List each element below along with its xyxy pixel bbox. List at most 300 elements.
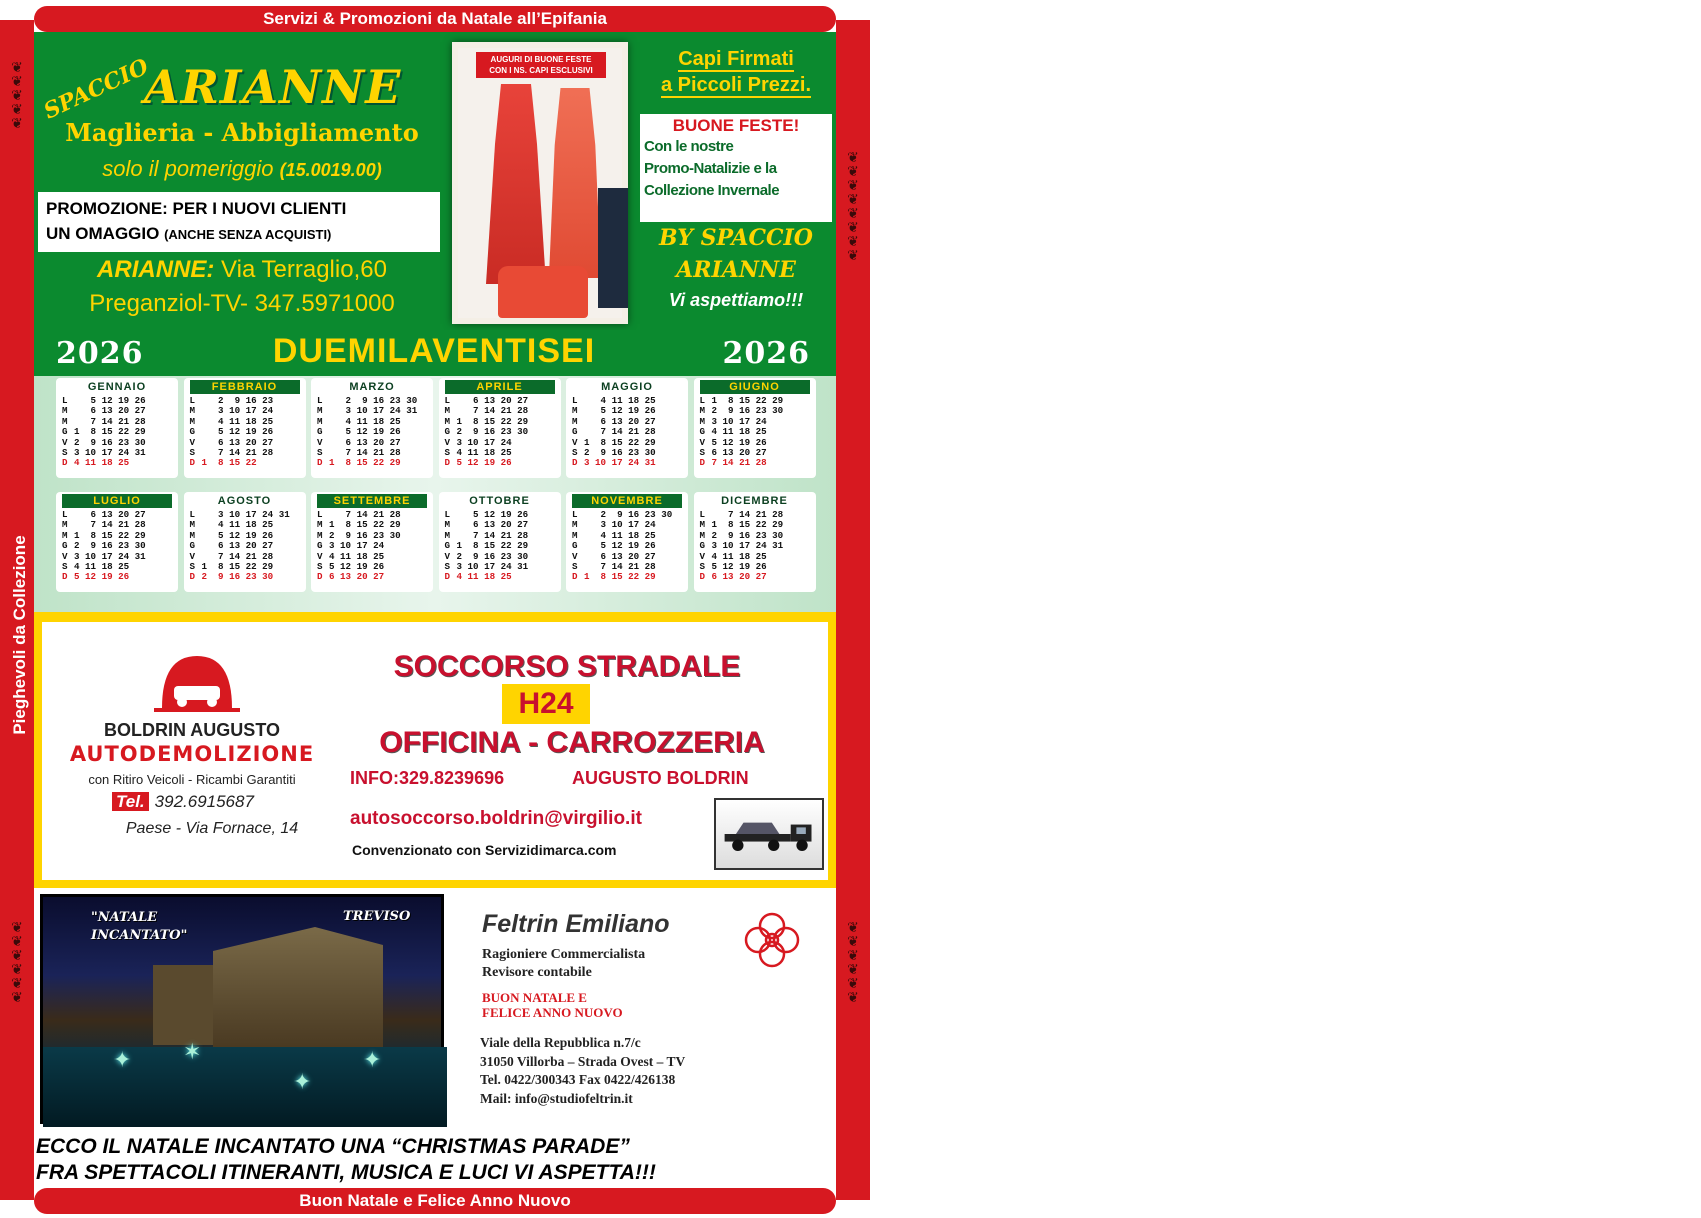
month-name: GENNAIO [87, 381, 147, 393]
day-letter: D [572, 571, 578, 583]
convenzionato-text: Convenzionato con Servizidimarca.com [352, 842, 617, 858]
day-letter: M [317, 415, 323, 427]
calendar-title: DUEMILAVENTISEI [272, 332, 596, 370]
week-row [445, 541, 557, 551]
officina-carrozzeria: OFFICINA - CARROZZERIA [379, 726, 765, 759]
day-numbers: 1 8 15 22 29 [711, 519, 784, 531]
day-letter: D [444, 457, 451, 469]
week-row [317, 572, 429, 582]
day-letter: D [189, 457, 196, 469]
feltrin-contacts [480, 1034, 685, 1108]
day-letter: M [699, 405, 706, 417]
month-febbraio [184, 378, 306, 478]
month-days [439, 394, 561, 469]
day-letter: D [317, 457, 323, 469]
image-city: TREVISO [343, 909, 411, 924]
day-letter: S [699, 446, 706, 458]
week-row [62, 541, 174, 551]
day-letter: G [62, 426, 68, 438]
day-letter: M [62, 529, 68, 541]
day-numbers: 7 14 21 28 [711, 457, 767, 469]
day-numbers: 2 9 16 23 30 [74, 540, 146, 552]
week-row [572, 572, 684, 582]
day-numbers: 1 8 15 22 29 [201, 560, 274, 572]
day-numbers: 3 10 17 24 [456, 436, 512, 448]
day-numbers: 5 12 19 26 [201, 426, 274, 438]
week-row [572, 458, 684, 468]
dark-garment-image [598, 188, 628, 308]
dress-photo [452, 42, 628, 324]
month-days [311, 508, 433, 583]
week-row [572, 541, 684, 551]
boldrin-address: Paese - Via Fornace, 14 [125, 820, 299, 837]
day-letter: G [444, 540, 451, 552]
day-numbers: 1 8 15 22 29 [456, 415, 529, 427]
info-phone[interactable]: INFO:329.8239696 [350, 768, 505, 788]
day-letter: D [62, 571, 68, 583]
day-letter: V [572, 550, 578, 562]
feltrin-address-1: Viale della Repubblica n.7/c [480, 1035, 641, 1050]
day-letter: M [317, 529, 323, 541]
arianne-category: Maglieria - Abbigliamento [65, 118, 419, 147]
day-letter: V [699, 550, 706, 562]
promo-text-1: Con le nostre [644, 138, 734, 155]
day-numbers: 3 10 17 24 31 [456, 560, 529, 572]
day-letter: S [317, 446, 323, 458]
day-numbers: 7 14 21 28 [711, 509, 784, 520]
day-numbers: 2 9 16 23 30 [201, 571, 274, 583]
month-maggio [566, 378, 688, 478]
hours-label: solo il pomeriggio [102, 156, 274, 181]
coral-top-image [498, 266, 588, 318]
day-letter: L [699, 509, 706, 520]
week-row [700, 427, 812, 437]
header-banner: Servizi & Promozioni da Natale all’Epifania [34, 6, 836, 32]
day-numbers: 7 14 21 28 [201, 550, 274, 562]
day-numbers: 4 11 18 25 [456, 446, 512, 458]
day-letter: L [572, 509, 578, 520]
day-numbers: 1 8 15 22 [201, 457, 257, 469]
day-letter: G [699, 540, 706, 552]
day-numbers: 6 13 20 27 [201, 540, 274, 552]
month-luglio [56, 492, 178, 592]
day-letter: L [189, 509, 196, 520]
natale-incantato-text: ECCO IL NATALE INCANTATO UNA “CHRISTMAS PARADE” FRA SPETTACOLI ITINERANTI, MUSICA E LUCI VI ASPETTA!!! [36, 1135, 656, 1184]
day-letter: V [62, 550, 68, 562]
calendar-2026 [34, 330, 836, 612]
feltrin-phone[interactable]: Tel. 0422/300343 Fax 0422/426138 [480, 1072, 676, 1087]
day-letter: S [444, 446, 451, 458]
arianne-ad [34, 32, 836, 330]
h24-badge: H24 [502, 684, 590, 724]
day-numbers: 5 12 19 26 [201, 529, 274, 541]
month-days [184, 508, 306, 583]
day-numbers: 3 10 17 24 31 [74, 550, 146, 562]
promo-line-1: PROMOZIONE: PER I NUOVI CLIENTI [46, 199, 347, 218]
day-letter: G [572, 540, 578, 552]
day-numbers: 4 11 18 25 [584, 395, 656, 406]
day-letter: V [62, 436, 68, 448]
day-letter: V [572, 436, 578, 448]
feltrin-name: Feltrin Emiliano [482, 910, 670, 938]
day-letter: M [699, 519, 706, 531]
owner-name: AUGUSTO BOLDRIN [572, 768, 749, 788]
day-numbers: 4 11 18 25 [329, 550, 385, 562]
day-numbers: 4 11 18 25 [201, 415, 274, 427]
day-letter: D [189, 571, 196, 583]
day-letter: G [189, 540, 196, 552]
day-numbers: 7 14 21 28 [329, 446, 401, 458]
day-letter: M [189, 519, 196, 531]
boldrin-email[interactable]: autosoccorso.boldrin@virgilio.it [350, 808, 642, 829]
day-letter: M [62, 415, 68, 427]
day-letter: M [444, 415, 451, 427]
month-days [566, 394, 688, 469]
day-numbers: 7 14 21 28 [74, 415, 146, 427]
day-numbers: 7 14 21 28 [74, 519, 146, 531]
day-letter: G [189, 426, 196, 438]
arianne-logo: ARIANNE [144, 60, 402, 114]
month-name: OTTOBRE [469, 495, 530, 507]
promo-text-2: Promo-Natalizie e la [644, 160, 777, 177]
day-letter: M [189, 405, 196, 417]
arianne-hours [42, 156, 442, 182]
day-letter: D [444, 571, 451, 583]
day-numbers: 2 9 16 23 30 [456, 426, 529, 438]
month-name: MARZO [349, 381, 395, 393]
month-aprile [439, 378, 561, 478]
month-name: SETTEMBRE [317, 494, 427, 508]
day-letter: D [317, 571, 323, 583]
day-numbers: 4 11 18 25 [711, 550, 767, 562]
month-name: MAGGIO [601, 381, 653, 393]
day-letter: G [444, 426, 451, 438]
day-numbers: 2 9 16 23 30 [329, 395, 418, 406]
month-days [184, 394, 306, 469]
soccorso-stradale: SOCCORSO STRADALE [393, 650, 741, 683]
day-numbers: 6 13 20 27 [456, 395, 529, 406]
day-numbers: 2 9 16 23 30 [74, 436, 146, 448]
day-numbers: 3 10 17 24 31 [329, 405, 418, 417]
week-row [445, 572, 557, 582]
day-letter: G [62, 540, 68, 552]
canal-image [43, 1047, 447, 1127]
day-letter: M [62, 519, 68, 531]
building-image [213, 927, 383, 1047]
promo-small: (ANCHE SENZA ACQUISTI) [164, 227, 332, 242]
month-days [694, 394, 816, 469]
day-numbers: 1 8 15 22 29 [711, 395, 784, 406]
day-letter: S [572, 560, 578, 572]
week-row [190, 541, 302, 551]
boldrin-phone[interactable] [112, 792, 352, 812]
promo-line-2: UN OMAGGIO (ANCHE SENZA ACQUISTI) [46, 224, 332, 243]
day-letter: L [317, 509, 323, 520]
day-letter: M [572, 529, 578, 541]
red-dress-image [486, 84, 546, 284]
buone-feste-title: BUONE FESTE! [672, 116, 800, 135]
month-agosto [184, 492, 306, 592]
day-numbers: 5 12 19 26 [711, 436, 767, 448]
day-letter: V [699, 436, 706, 448]
building-image [153, 965, 223, 1045]
month-dicembre [694, 492, 816, 592]
day-numbers: 5 12 19 26 [456, 457, 512, 469]
day-numbers: 4 11 18 25 [329, 415, 401, 427]
week-row [445, 458, 557, 468]
image-title: "NATALE INCANTATO" [91, 910, 188, 943]
day-letter: S [699, 560, 706, 572]
day-numbers: 5 12 19 26 [584, 540, 656, 552]
day-letter: M [189, 529, 196, 541]
day-letter: G [317, 540, 323, 552]
day-letter: L [317, 395, 323, 406]
day-letter: S [317, 560, 323, 572]
day-letter: V [317, 550, 323, 562]
month-gennaio [56, 378, 178, 478]
day-numbers: 6 13 20 27 [711, 446, 767, 458]
month-days [56, 394, 178, 469]
week-row [62, 427, 174, 437]
day-numbers: 3 10 17 24 31 [711, 540, 784, 552]
day-numbers: 3 10 17 24 [711, 415, 767, 427]
week-row [445, 427, 557, 437]
boldrin-name: BOLDRIN AUGUSTO [103, 720, 280, 740]
day-numbers: 4 11 18 25 [201, 519, 274, 531]
day-letter: M [572, 405, 578, 417]
day-letter: S [572, 446, 578, 458]
day-numbers: 5 12 19 26 [74, 571, 130, 583]
day-numbers: 7 14 21 28 [456, 529, 529, 541]
day-numbers: 3 10 17 24 31 [201, 509, 290, 520]
day-numbers: 3 10 17 24 [584, 519, 656, 531]
month-name: FEBBRAIO [190, 380, 300, 394]
day-numbers: 1 8 15 22 29 [329, 519, 401, 531]
month-ottobre [439, 492, 561, 592]
address-street: Via Terraglio,60 [214, 256, 387, 283]
holly-icon: ❦ ❦ ❦ ❦ ❦ ❦ [847, 919, 859, 1005]
calendar-header [34, 330, 836, 376]
day-numbers: 6 13 20 27 [74, 405, 146, 417]
day-letter: D [699, 571, 706, 583]
day-numbers: 5 12 19 26 [711, 560, 767, 572]
day-letter: M [699, 529, 706, 541]
day-letter: M [317, 405, 323, 417]
day-letter: L [572, 395, 578, 406]
arianne-left [34, 32, 444, 330]
address-name: ARIANNE: [97, 256, 215, 283]
day-numbers: 5 12 19 26 [329, 426, 401, 438]
day-letter: M [444, 519, 451, 531]
boldrin-tagline: con Ritiro Veicoli - Ricambi Garantiti [88, 772, 296, 787]
photo-badge: AUGURI DI BUONE FESTE CON I NS. CAPI ESCLUSIVI [476, 52, 606, 78]
day-letter: S [62, 446, 68, 458]
calendar-grid [34, 376, 836, 612]
arianne-right [636, 32, 836, 330]
month-name: GIUGNO [700, 380, 810, 394]
day-numbers: 4 11 18 25 [711, 426, 767, 438]
month-days [694, 508, 816, 583]
day-letter: G [317, 426, 323, 438]
day-numbers: 2 9 16 23 30 [329, 529, 401, 541]
month-days [439, 508, 561, 583]
week-row [62, 458, 174, 468]
day-numbers: 1 8 15 22 29 [329, 457, 401, 469]
treviso-night-photo [40, 894, 444, 1124]
month-name: LUGLIO [62, 494, 172, 508]
week-row [700, 458, 812, 468]
day-numbers: 1 8 15 22 29 [74, 529, 146, 541]
coral-dress-image [546, 88, 604, 278]
day-numbers: 3 10 17 24 [201, 405, 274, 417]
arianne-city-phone: Preganziol-TV- 347.5971000 [89, 290, 395, 317]
month-name: DICEMBRE [721, 495, 788, 507]
holly-icon: ❦ ❦ ❦ ❦ ❦ ❦ ❦ ❦ [847, 149, 859, 263]
commercialisti-logo-icon [740, 908, 804, 972]
month-settembre [311, 492, 433, 592]
day-letter: S [444, 560, 451, 572]
day-letter: L [62, 395, 68, 406]
day-numbers: 4 11 18 25 [456, 571, 512, 583]
month-name: AGOSTO [217, 495, 272, 507]
day-numbers: 6 13 20 27 [584, 550, 656, 562]
day-letter: D [699, 457, 706, 469]
day-numbers: 2 9 16 23 [201, 395, 274, 406]
by-spaccio: BY SPACCIO ARIANNE [659, 225, 813, 283]
year-right: 2026 [722, 336, 810, 371]
day-letter: G [572, 426, 578, 438]
day-numbers: 7 14 21 28 [201, 446, 274, 458]
day-numbers: 2 9 16 23 30 [584, 509, 673, 520]
day-numbers: 3 10 17 24 [329, 540, 385, 552]
day-letter: M [62, 405, 68, 417]
day-letter: M [189, 415, 196, 427]
day-letter: V [189, 550, 196, 562]
day-letter: L [699, 395, 706, 406]
day-numbers: 2 9 16 23 30 [711, 405, 784, 417]
month-novembre [566, 492, 688, 592]
year-left: 2026 [56, 336, 144, 371]
day-numbers: 2 9 16 23 30 [711, 529, 784, 541]
boldrin-panel [42, 622, 828, 880]
boldrin-ad [34, 612, 836, 888]
day-numbers: 4 11 18 25 [74, 560, 130, 572]
footer-banner: Buon Natale e Felice Anno Nuovo [34, 1188, 836, 1214]
left-side-text: Pieghevoli da Collezione [10, 535, 29, 735]
day-numbers: 7 14 21 28 [329, 509, 401, 520]
day-numbers: 1 8 15 22 29 [584, 571, 656, 583]
car-logo-icon [152, 648, 242, 718]
day-numbers: 5 12 19 26 [584, 405, 656, 417]
week-row [190, 458, 302, 468]
day-numbers: 7 14 21 28 [456, 405, 529, 417]
day-numbers: 1 8 15 22 29 [456, 540, 529, 552]
day-numbers: 3 10 17 24 31 [584, 457, 656, 469]
day-numbers: 5 12 19 26 [329, 560, 385, 572]
month-marzo [311, 378, 433, 478]
feltrin-mail[interactable]: Mail: info@studiofeltrin.it [480, 1090, 633, 1106]
day-numbers: 7 14 21 28 [584, 426, 656, 438]
day-numbers: 7 14 21 28 [584, 560, 656, 572]
day-letter: V [444, 550, 451, 562]
day-numbers: 6 13 20 27 [329, 571, 385, 583]
day-letter: L [444, 509, 451, 520]
day-letter: M [444, 405, 451, 417]
week-row [190, 427, 302, 437]
capi-firmati: Capi Firmati a Piccoli Prezzi. [660, 48, 812, 96]
feltrin-roles: Ragioniere Commercialista Revisore contabile [482, 947, 646, 980]
day-numbers: 5 12 19 26 [74, 395, 146, 406]
day-numbers: 4 11 18 25 [584, 529, 656, 541]
month-days [566, 508, 688, 583]
day-letter: L [444, 395, 451, 406]
holly-icon: ❦ ❦ ❦ ❦ ❦ ❦ [11, 919, 23, 1005]
week-row [62, 572, 174, 582]
hours-value: (15.0019.00) [279, 160, 382, 180]
day-numbers: 6 13 20 27 [711, 571, 767, 583]
website-link[interactable]: www.servizidimarca.com [1677, 534, 1696, 736]
day-letter: V [444, 436, 451, 448]
day-letter: V [317, 436, 323, 448]
day-letter: M [572, 519, 578, 531]
week-row [190, 572, 302, 582]
day-letter: M [699, 415, 706, 427]
week-row [700, 572, 812, 582]
promo-box [38, 192, 440, 252]
day-letter: D [572, 457, 578, 469]
aspettiamo-text: Vi aspettiamo!!! [668, 290, 804, 310]
day-numbers: 2 9 16 23 30 [584, 446, 656, 458]
day-numbers: 5 12 19 26 [456, 509, 529, 520]
day-numbers: 6 13 20 27 [74, 509, 146, 520]
star-light-icon: ✦ [363, 1047, 382, 1072]
star-light-icon: ✶ [183, 1039, 202, 1064]
autodemolizione-label: AUTODEMOLIZIONE [69, 742, 315, 766]
day-numbers: 4 11 18 25 [74, 457, 130, 469]
month-name: APRILE [445, 380, 555, 394]
spaccio-label: SPACCIO [39, 53, 153, 125]
week-row [317, 427, 429, 437]
day-letter: S [62, 560, 68, 572]
day-letter: S [189, 560, 196, 572]
day-letter: L [62, 509, 68, 520]
star-light-icon: ✦ [293, 1069, 312, 1094]
month-days [56, 508, 178, 583]
day-letter: D [62, 457, 68, 469]
feltrin-wishes: BUON NATALE E FELICE ANNO NUOVO [482, 990, 623, 1020]
buone-feste-box [640, 114, 832, 222]
day-letter: M [572, 415, 578, 427]
natale-section [34, 888, 836, 1188]
star-light-icon: ✦ [113, 1047, 132, 1072]
holly-icon: ❦ ❦ ❦ ❦ ❦ [11, 59, 23, 131]
day-letter: S [189, 446, 196, 458]
day-numbers: 3 10 17 24 31 [74, 446, 146, 458]
week-row [572, 427, 684, 437]
day-letter: M [317, 519, 323, 531]
day-numbers: 6 13 20 27 [456, 519, 529, 531]
promo-text-3: Collezione Invernale [644, 182, 780, 199]
month-giugno [694, 378, 816, 478]
day-letter: V [189, 436, 196, 448]
feltrin-address-2: 31050 Villorba – Strada Ovest – TV [480, 1053, 686, 1069]
day-numbers: 6 13 20 27 [201, 436, 274, 448]
day-numbers: 2 9 16 23 30 [456, 550, 529, 562]
week-row [317, 541, 429, 551]
week-row [317, 458, 429, 468]
month-name: NOVEMBRE [572, 494, 682, 508]
tow-truck-icon [714, 798, 824, 870]
